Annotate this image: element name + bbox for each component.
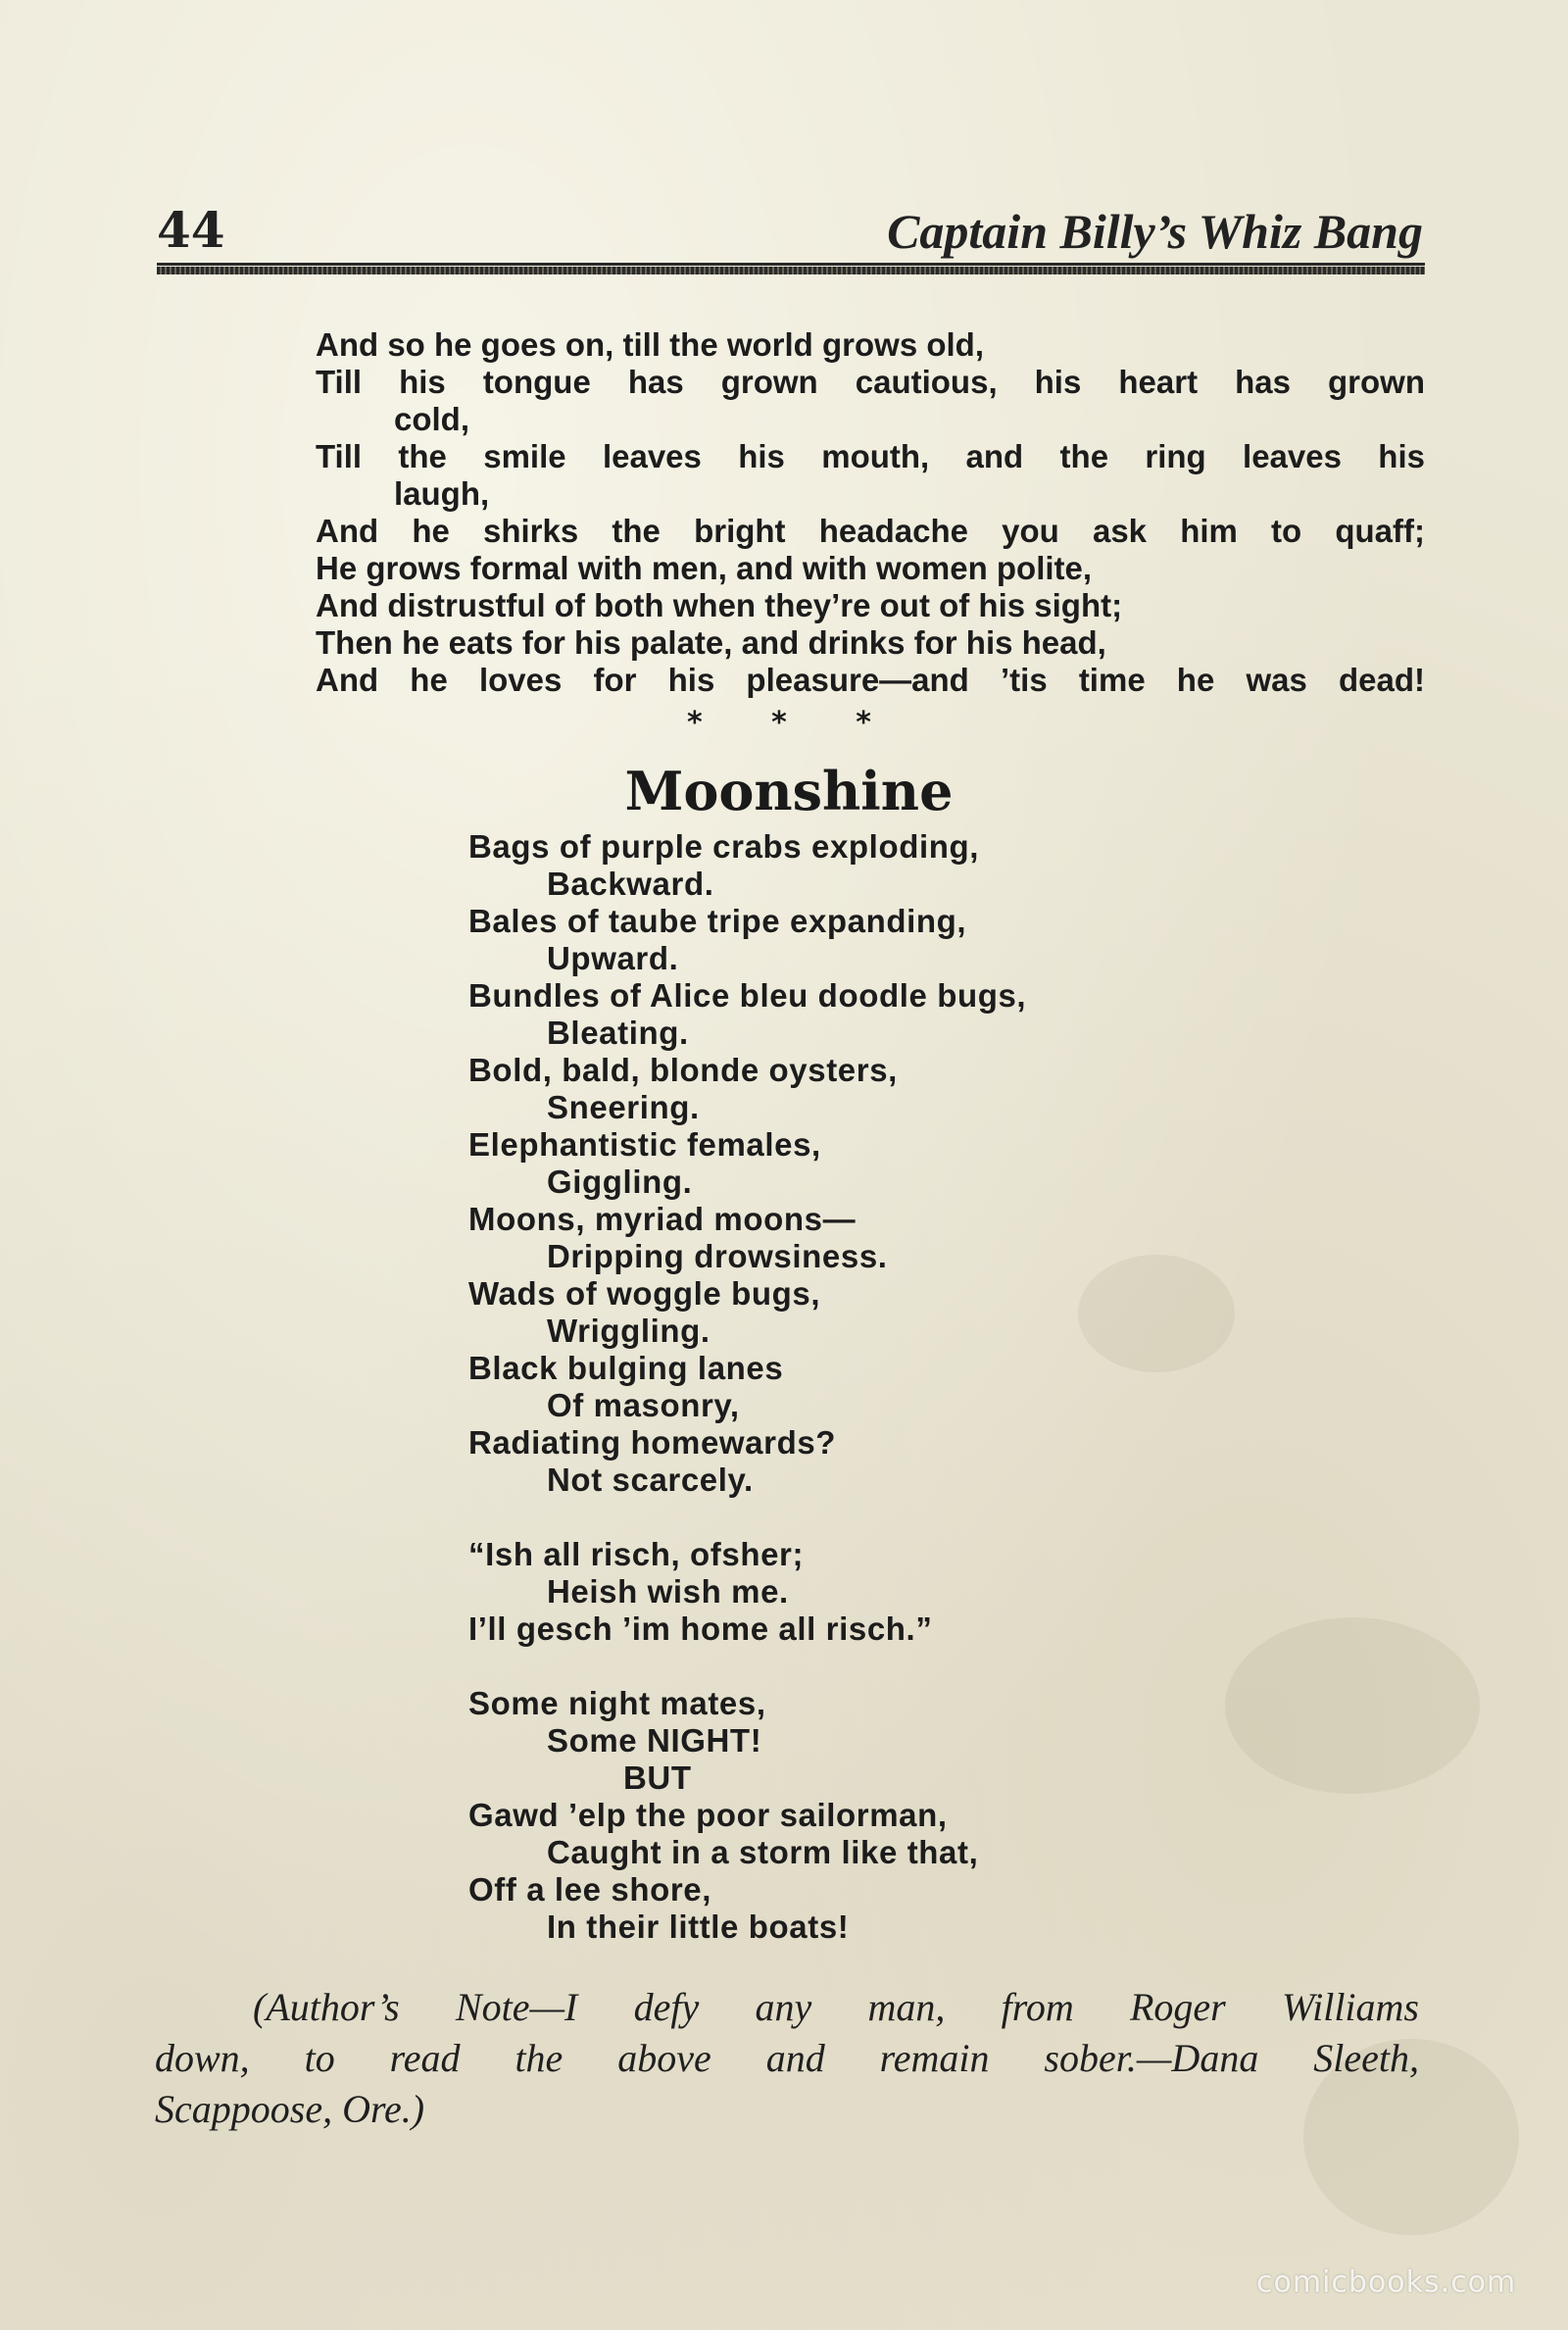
header-rule <box>157 263 1425 266</box>
poem-line: Then he eats for his palate, and drinks for his head, <box>316 624 1106 661</box>
author-note <box>155 1982 1419 2135</box>
poem-line: Bold, bald, blonde oysters, <box>468 1052 898 1088</box>
running-title: Captain Billy’s Whiz Bang <box>887 204 1423 259</box>
poem-line: Wads of woggle bugs, <box>468 1275 821 1312</box>
paper-stain <box>1225 1617 1480 1794</box>
poem-line: Dripping drowsiness. <box>547 1238 888 1274</box>
poem-line: Giggling. <box>547 1164 693 1200</box>
poem-excerpt <box>316 326 1425 699</box>
poem-line: Heish wish me. <box>547 1573 789 1610</box>
poem-line: Bleating. <box>547 1015 689 1051</box>
poem-line: Radiating homewards? <box>468 1424 837 1461</box>
poem-line: He grows formal with men, and with women polite, <box>316 550 1093 586</box>
poem-line: Black bulging lanes <box>468 1350 784 1386</box>
poem-line: Not scarcely. <box>547 1462 754 1498</box>
watermark: comicbooks.com <box>1256 2265 1517 2300</box>
poem-line: Of masonry, <box>547 1387 740 1423</box>
author-note-line: Scappoose, Ore.) <box>155 2087 425 2131</box>
poem-line: And he loves for his pleasure—and ’tis time he was dead! <box>316 662 1425 698</box>
stanza-break <box>468 1499 1154 1536</box>
poem-line: I’ll gesch ’im home all risch.” <box>468 1611 933 1647</box>
poem-line: And distrustful of both when they’re out of his sight; <box>316 587 1123 623</box>
poem-moonshine <box>468 828 1154 1946</box>
poem-line: Backward. <box>547 866 714 902</box>
author-note-line: down, to read the above and remain sober.—Dana Sleeth, <box>155 2036 1419 2080</box>
poem-line: Bales of taube tripe expanding, <box>468 903 967 939</box>
poem-line: Upward. <box>547 940 679 976</box>
poem-line: Till his tongue has grown cautious, his heart has grown <box>316 364 1425 400</box>
poem-line: And so he goes on, till the world grows old, <box>316 326 985 363</box>
poem-line: Some NIGHT! <box>547 1722 762 1759</box>
poem-line: Wriggling. <box>547 1313 710 1349</box>
poem-line: cold, <box>394 401 470 437</box>
poem-line: In their little boats! <box>547 1909 850 1945</box>
poem-line: Caught in a storm like that, <box>547 1834 979 1870</box>
poem-line: Moons, myriad moons— <box>468 1201 857 1237</box>
poem-line: Elephantistic females, <box>468 1126 821 1163</box>
poem-line: Gawd ’elp the poor sailorman, <box>468 1797 948 1833</box>
poem-line: Sneering. <box>547 1089 700 1125</box>
stanza-break <box>468 1648 1154 1685</box>
author-note-line: (Author’s Note—I defy any man, from Roger Williams <box>253 1985 1419 2029</box>
poem-line: And he shirks the bright headache you ask him to quaff; <box>316 513 1425 549</box>
poem-line: Bundles of Alice bleu doodle bugs, <box>468 977 1027 1014</box>
poem-line: laugh, <box>394 475 490 512</box>
poem-line: BUT <box>623 1760 692 1796</box>
poem-line: Some night mates, <box>468 1685 766 1721</box>
poem-title: Moonshine <box>624 760 954 822</box>
poem-line: Bags of purple crabs exploding, <box>468 828 980 865</box>
header-rule-ornament <box>157 267 1425 274</box>
section-separator: * * * <box>687 706 901 740</box>
poem-line: “Ish all risch, ofsher; <box>468 1536 805 1572</box>
page-number: 44 <box>157 201 225 259</box>
poem-line: Till the smile leaves his mouth, and the ring leaves his <box>316 438 1425 474</box>
poem-line: Off a lee shore, <box>468 1871 712 1908</box>
